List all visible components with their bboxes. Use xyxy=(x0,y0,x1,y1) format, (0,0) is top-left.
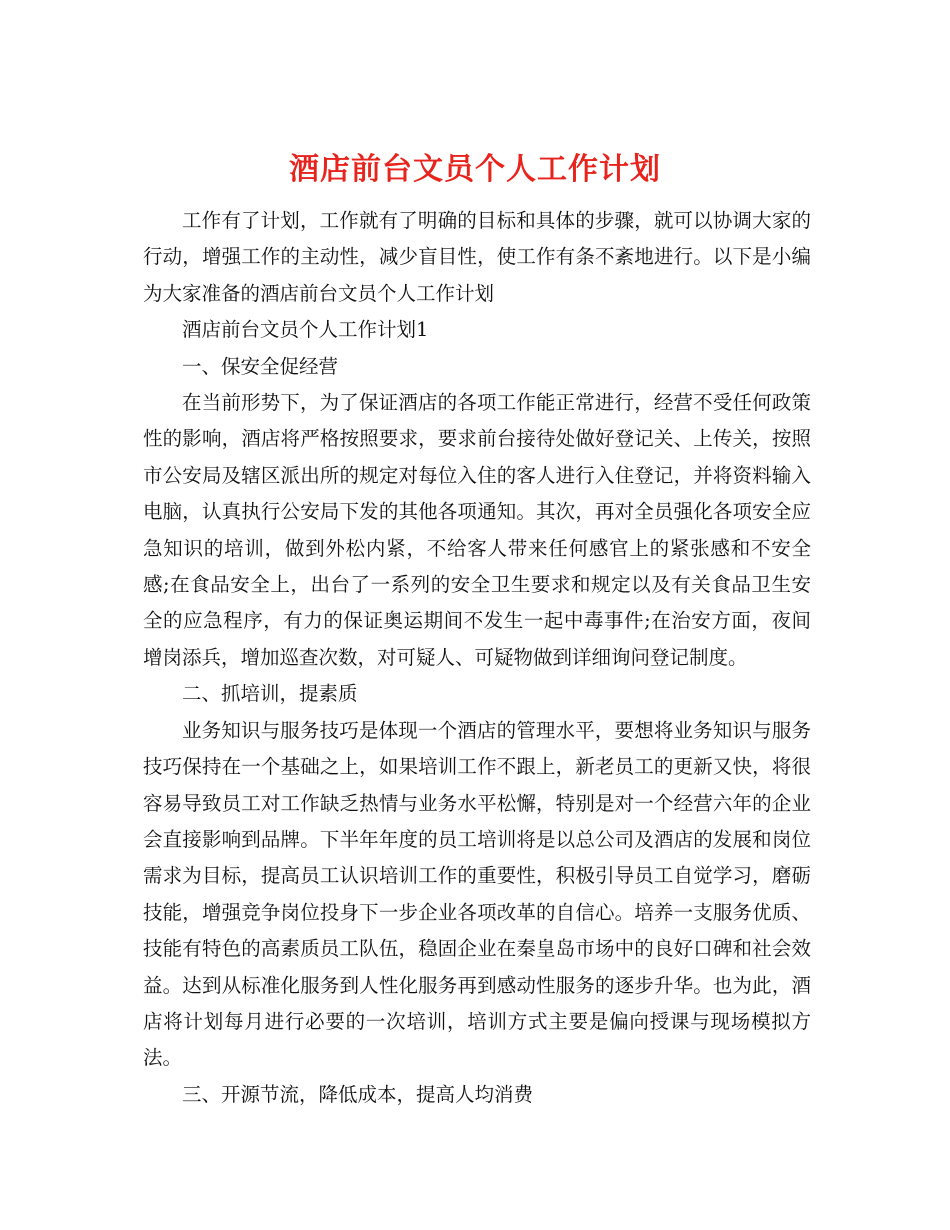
intro-paragraph: 工作有了计划，工作就有了明确的目标和具体的步骤，就可以协调大家的行动，增强工作的主动性，减少盲目性，使工作有条不紊地进行。以下是小编为大家准备的酒店前台文员个人工作计划 xyxy=(143,209,811,305)
section-heading-1: 一、保安全促经营 xyxy=(182,354,339,378)
section-paragraph-1: 在当前形势下，为了保证酒店的各项工作能正常进行，经营不受任何政策性的影响，酒店将严格按照要求，要求前台接待处做好登记关、上传关，按照市公安局及辖区派出所的规定对每位入住的客人进行入住登记，并将资料输入电脑，认真执行公安局下发的其他各项通知。其次，再对全员强化各项安全应急知识的培训，做到外松内紧，不给客人带来任何感官上的紧张感和不安全感;在食品安全上，出台了一系列的安全卫生要求和规定以及有关食品卫生安全的应急程序，有力的保证奥运期间不发生一起中毒事件;在治安方面，夜间增岗添兵，增加巡查次数，对可疑人、可疑物做到详细询问登记制度。 xyxy=(143,391,811,669)
section-heading-2: 二、抓培训，提素质 xyxy=(182,682,358,706)
section-paragraph-2: 业务知识与服务技巧是体现一个酒店的管理水平，要想将业务知识与服务技巧保持在一个基础之上，如果培训工作不跟上，新老员工的更新又快，将很容易导致员工对工作缺乏热情与业务水平松懈，特别是对一个经营六年的企业会直接影响到品牌。下半年年度的员工培训将是以总公司及酒店的发展和岗位需求为目标，提高员工认识培训工作的重要性，积极引导员工自觉学习，磨砺技能，增强竞争岗位投身下一步企业各项改革的自信心。培养一支服务优质、技能有特色的高素质员工队伍，稳固企业在秦皇岛市场中的良好口碑和社会效益。达到从标准化服务到人性化服务再到感动性服务的逐步升华。也为此，酒店将计划每月进行必要的一次培训，培训方式主要是偏向授课与现场模拟方法。 xyxy=(143,718,811,1070)
document-title: 酒店前台文员个人工作计划 xyxy=(289,152,661,188)
plan-heading: 酒店前台文员个人工作计划1 xyxy=(182,318,429,342)
section-heading-3: 三、开源节流，降低成本，提高人均消费 xyxy=(182,1082,534,1106)
document-body xyxy=(143,203,811,1113)
